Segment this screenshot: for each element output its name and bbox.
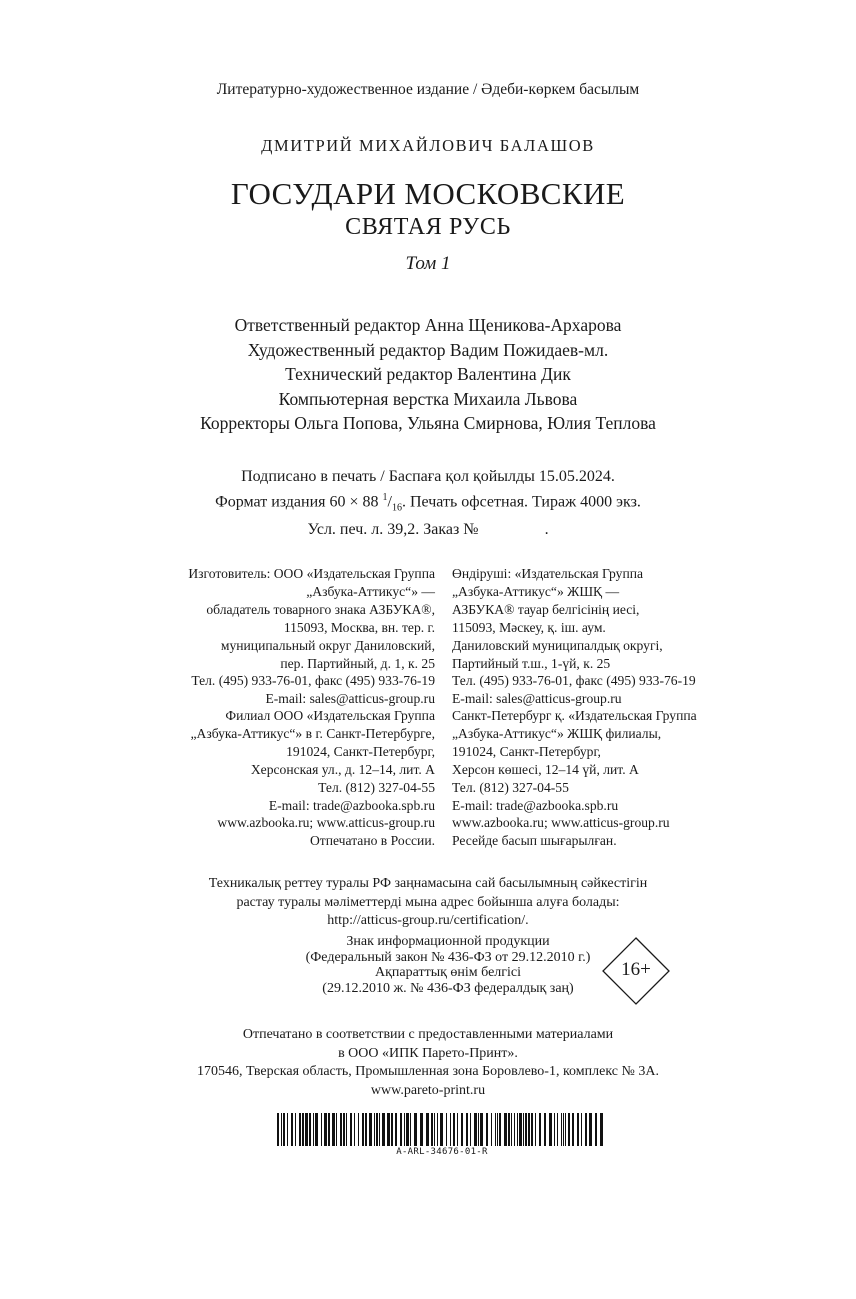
web-ru	[217, 814, 435, 850]
branch-ru-line: Херсонская ул., д. 12–14, лит. А	[250, 761, 435, 777]
publisher-kz-line: Тел. (495) 933-76-01, факс (495) 933-76-19	[452, 673, 696, 689]
edition-type: Литературно-художественное издание / Әдеби-көркем басылым	[216, 81, 640, 98]
publisher-kz-line: 115093, Мәскеу, қ. іш. аум.	[452, 619, 606, 635]
book-subtitle: СВЯТАЯ РУСЬ	[345, 214, 511, 240]
format-text-tail: . Печать офсетная. Тираж 4000 экз.	[401, 493, 641, 511]
publisher-kz	[452, 565, 696, 708]
volume-label: Том 1	[405, 253, 451, 274]
web-kz	[452, 814, 670, 850]
branch-kz-line: Тел. (812) 327-04-55	[452, 779, 569, 795]
printer-url: www.pareto-print.ru	[370, 1082, 486, 1098]
publisher-kz-line: Партийный т.ш., 1-үй, к. 25	[452, 655, 611, 671]
publisher-ru-line: обладатель товарного знака АЗБУКА®,	[206, 601, 435, 617]
credit-line: Компьютерная верстка Михаила Львова	[278, 388, 578, 409]
publisher-kz-line: АЗБУКА® тауар белгісінің иесі,	[452, 601, 640, 617]
publisher-ru-line: „Азбука-Аттикус“» —	[306, 583, 435, 599]
format-denominator: 16	[391, 502, 402, 514]
branch-kz-line: 191024, Санкт-Петербург,	[452, 743, 601, 759]
print-order: Усл. печ. л. 39,2. Заказ № .	[307, 520, 549, 538]
publisher-ru-line: 115093, Москва, вн. тер. г.	[283, 619, 435, 635]
branch-ru-line: Филиал ООО «Издательская Группа	[225, 708, 435, 723]
format-text: Формат издания 60 × 88	[215, 493, 383, 511]
print-info	[0, 466, 856, 540]
publisher-ru-line: Тел. (495) 933-76-01, факс (495) 933-76-19	[191, 673, 435, 689]
printer-address: 170546, Тверская область, Промышленная зона Боровлево-1, комплекс № 3А.	[197, 1064, 659, 1079]
branch-ru-line: „Азбука-Аттикус“» в г. Санкт-Петербурге,	[190, 725, 435, 741]
branch-ru-line: Тел. (812) 327-04-55	[318, 779, 435, 795]
book-title: ГОСУДАРИ МОСКОВСКИЕ	[230, 176, 626, 211]
branch-kz-line: „Азбука-Аттикус“» ЖШҚ филиалы,	[452, 725, 662, 741]
branch-kz-line: Херсон көшесі, 12–14 үй, лит. А	[452, 761, 639, 777]
credit-line: Корректоры Ольга Попова, Ульяна Смирнова, Юлия Теплова	[200, 413, 656, 433]
publisher-ru	[188, 565, 435, 708]
age-rating-label: 16+	[621, 959, 651, 980]
credit-line: Художественный редактор Вадим Пожидаев-мл.	[247, 339, 609, 360]
age-sign-text	[0, 934, 856, 996]
tech-regulation	[0, 875, 856, 931]
barcode-text: A-ARL-34676-01-R	[396, 1147, 488, 1157]
branch-ru-line: 191024, Санкт-Петербург,	[286, 743, 435, 759]
age-sign-line: (29.12.2010 ж. № 436-ФЗ федералдық заң)	[322, 980, 574, 996]
tech-line: растау туралы мәліметтерді мына адрес бойынша алуға болады:	[236, 894, 620, 910]
branch-kz	[452, 707, 697, 814]
branch-kz-email: E-mail: trade@azbooka.spb.ru	[452, 797, 619, 813]
editorial-credits	[0, 313, 856, 436]
publisher-kz-line: Өндіруші: «Издательская Группа	[452, 566, 644, 581]
branch-kz-line: Санкт-Петербург қ. «Издательская Группа	[452, 708, 697, 723]
publisher-ru-line: Изготовитель: ООО «Издательская Группа	[188, 566, 435, 581]
printer-line: в ООО «ИПК Парето-Принт».	[338, 1045, 518, 1061]
credit-line: Ответственный редактор Анна Щеникова-Архарова	[234, 315, 622, 335]
web-ru-links: www.azbooka.ru; www.atticus-group.ru	[217, 815, 435, 830]
barcode	[277, 1113, 607, 1146]
branch-ru-email: E-mail: trade@azbooka.spb.ru	[268, 797, 435, 813]
age-sign-line: Знак информационной продукции	[346, 934, 550, 949]
web-kz-links: www.azbooka.ru; www.atticus-group.ru	[452, 815, 670, 830]
branch-ru	[190, 707, 435, 814]
print-date: Подписано в печать / Баспаға қол қойылды 15.05.2024.	[241, 468, 615, 485]
format-numerator: 1	[382, 492, 388, 503]
age-sign-line: (Федеральный закон № 436-ФЗ от 29.12.2010 г.)	[305, 949, 591, 965]
publisher-ru-email: E-mail: sales@atticus-group.ru	[265, 691, 435, 707]
order-label: Усл. печ. л. 39,2. Заказ №	[307, 520, 479, 538]
publisher-kz-email: E-mail: sales@atticus-group.ru	[452, 691, 622, 707]
author-name: ДМИТРИЙ МИХАЙЛОВИЧ БАЛАШОВ	[261, 136, 595, 155]
printed-in-kz: Ресейде басып шығарылған.	[452, 832, 617, 848]
publisher-ru-line: пер. Партийный, д. 1, к. 25	[280, 655, 435, 671]
age-sign-line: Ақпараттық өнім белгісі	[374, 965, 522, 980]
tech-line: Техникалық реттеу туралы РФ заңнамасына сай басылымның сәйкестігін	[208, 876, 648, 891]
publisher-kz-line: Даниловский муниципалдық округі,	[452, 637, 663, 653]
credit-line: Технический редактор Валентина Дик	[285, 364, 571, 384]
printer-info	[0, 1026, 856, 1100]
print-format: Формат издания 60 × 88 $^1/_{16}$. Печать офсетная. Тираж 4000 экз.	[215, 492, 641, 514]
printed-in-ru: Отпечатано в России.	[309, 832, 435, 848]
age-rating-badge	[602, 937, 670, 1005]
printer-line: Отпечатано в соответствии с предоставленными материалами	[242, 1027, 614, 1042]
certification-url: http://atticus-group.ru/certification/.	[327, 913, 529, 928]
publisher-ru-line: муниципальный округ Даниловский,	[220, 637, 435, 653]
publisher-kz-line: „Азбука-Аттикус“» ЖШҚ —	[452, 583, 620, 599]
